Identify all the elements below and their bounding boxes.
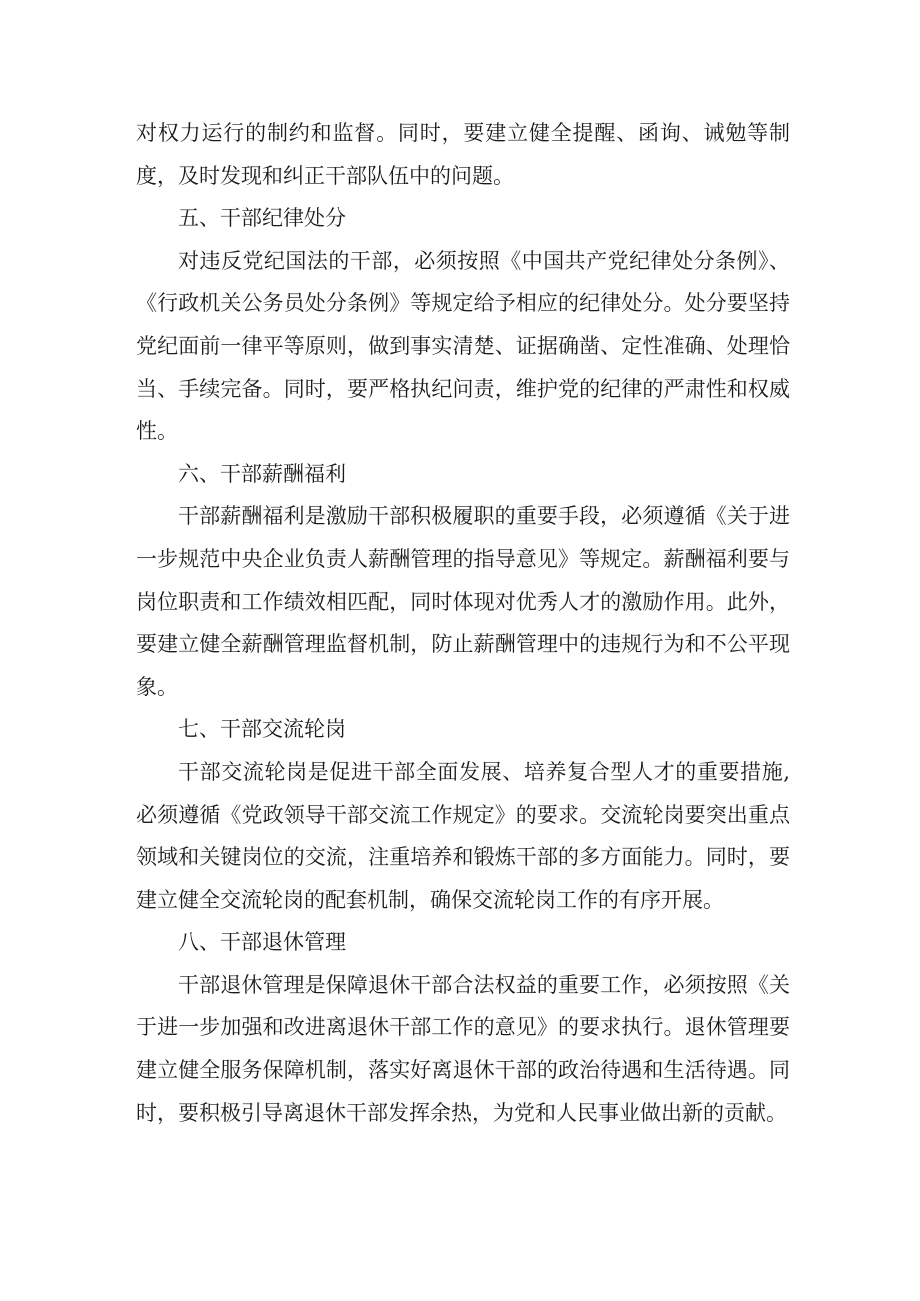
section-heading-5: 五、干部纪律处分	[178, 206, 346, 231]
paragraph-compensation: 干部薪酬福利是激励干部积极履职的重要手段，必须遵循《关于进一步规范中央企业负责人薪酬管理的指导意见》等规定。薪酬福利要与岗位职责和工作绩效相匹配，同时体现对优秀人才的激励作用。此外，要建立健全薪酬管理监督机制，防止薪酬管理中的违规行为和不公平现象。	[136, 504, 790, 699]
document-body	[136, 112, 790, 1134]
paragraph-continuation: 对权力运行的制约和监督。同时，要建立健全提醒、函询、诫勉等制度，及时发现和纠正干部队伍中的问题。	[136, 121, 790, 188]
paragraph-discipline: 对违反党纪国法的干部，必须按照《中国共产党纪律处分条例》、《行政机关公务员处分条例》等规定给予相应的纪律处分。处分要坚持党纪面前一律平等原则，做到事实清楚、证据确凿、定性准确、处理恰当、手续完备。同时，要严格执纪问责，维护党的纪律的严肃性和权威性。	[136, 248, 790, 444]
section-heading-7: 七、干部交流轮岗	[178, 717, 346, 742]
paragraph-retirement: 干部退休管理是保障退休干部合法权益的重要工作，必须按照《关于进一步加强和改进离退休干部工作的意见》的要求执行。退休管理要建立健全服务保障机制，落实好离退休干部的政治待遇和生活待遇。同时，要积极引导离退休干部发挥余热，为党和人民事业做出新的贡献。	[136, 972, 790, 1125]
section-heading-6: 六、干部薪酬福利	[178, 461, 346, 486]
paragraph-rotation: 干部交流轮岗是促进干部全面发展、培养复合型人才的重要措施,必须遵循《党政领导干部交流工作规定》的要求。交流轮岗要突出重点领域和关键岗位的交流，注重培养和锻炼干部的多方面能力。同时，要建立健全交流轮岗的配套机制，确保交流轮岗工作的有序开展。	[136, 759, 790, 912]
section-heading-8: 八、干部退休管理	[178, 930, 346, 955]
